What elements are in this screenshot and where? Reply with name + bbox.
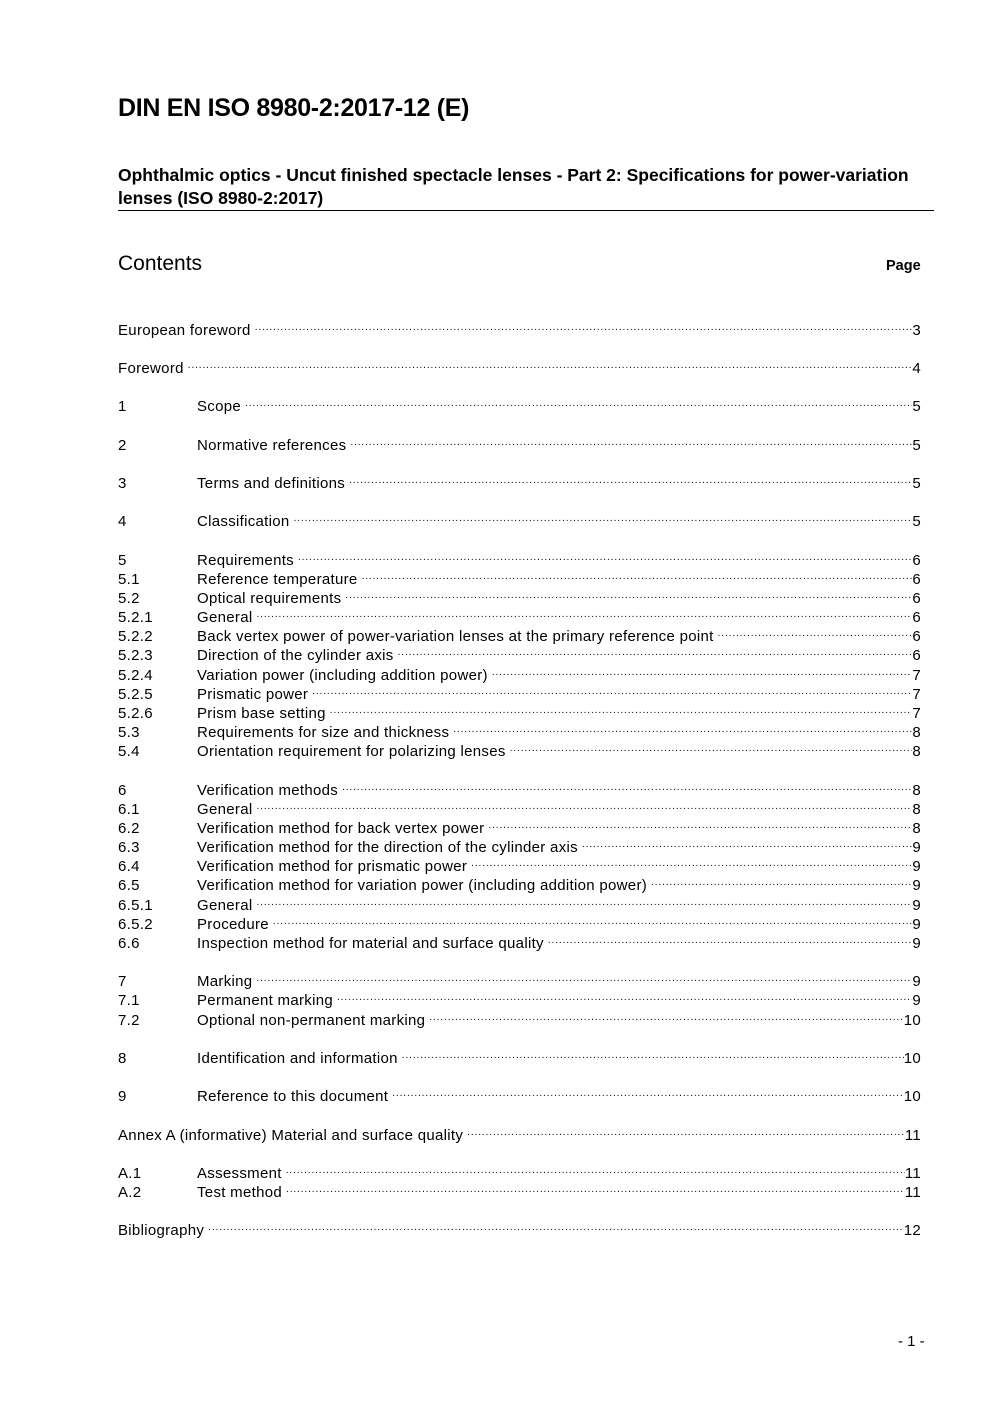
toc-entry-title: General [197,897,253,914]
toc-entry-page: 5 [912,398,921,415]
toc-entry-number: 5 [118,552,127,569]
toc-entry-page: 8 [912,724,921,741]
toc-dot-leader [337,986,912,1005]
toc-entry[interactable] [118,622,921,645]
toc-entry-page: 6 [912,590,921,607]
toc-entry[interactable] [118,1082,921,1105]
toc-entry-title: European foreword [118,322,251,339]
toc-entry-title: Back vertex power of power-variation lenses at the primary reference point [197,628,714,645]
toc-dot-leader [245,392,912,411]
toc-entry-title: Verification method for back vertex power [197,820,485,837]
toc-entry[interactable] [118,316,921,339]
toc-dot-leader [256,891,912,910]
toc-entry[interactable] [118,1044,921,1067]
toc-entry-page: 9 [912,916,921,933]
toc-entry-title: Optional non-permanent marking [197,1012,426,1029]
toc-entry[interactable] [118,1216,921,1239]
toc-entry-number: 7 [118,973,127,990]
toc-entry-title: Requirements for size and thickness [197,724,450,741]
toc-entry-page: 3 [912,322,921,339]
toc-entry[interactable] [118,986,921,1009]
toc-entry-title: Procedure [197,916,269,933]
toc-entry-title: Optical requirements [197,590,342,607]
toc-entry-page: 10 [903,1050,921,1067]
toc-entry-page: 7 [912,705,921,722]
toc-entry-title: Verification method for prismatic power [197,858,468,875]
toc-dot-leader [256,795,912,814]
toc-entry-title: Scope [197,398,242,415]
toc-entry-title: General [197,801,253,818]
toc-entry[interactable] [118,603,921,626]
toc-entry-page: 6 [912,628,921,645]
toc-entry-title: Classification [197,513,290,530]
toc-entry-number: 5.2.1 [118,609,153,626]
toc-entry-page: 9 [912,877,921,894]
toc-entry-page: 9 [912,839,921,856]
toc-entry-page: 9 [912,992,921,1009]
toc-entry[interactable] [118,776,921,799]
toc-dot-leader [286,1159,905,1178]
toc-entry-title: Prism base setting [197,705,326,722]
toc-entry[interactable] [118,967,921,990]
toc-dot-leader [402,1044,904,1063]
document-title: DIN EN ISO 8980-2:2017-12 (E) [118,94,470,122]
toc-entry[interactable] [118,1121,921,1144]
toc-entry-title: Verification methods [197,782,339,799]
toc-entry[interactable] [118,1159,921,1182]
toc-entry-title: Terms and definitions [197,475,346,492]
toc-entry-page: 9 [912,858,921,875]
toc-entry-title: Requirements [197,552,294,569]
page-column-heading: Page [886,258,921,274]
toc-entry-number: 6.6 [118,935,140,952]
toc-entry-page: 6 [912,609,921,626]
toc-dot-leader [651,871,912,890]
toc-dot-leader [350,431,912,450]
toc-entry-page: 6 [912,571,921,588]
toc-entry[interactable] [118,910,921,933]
toc-dot-leader [453,718,912,737]
toc-entry[interactable] [118,795,921,818]
toc-entry-page: 8 [912,820,921,837]
toc-entry-title: Assessment [197,1165,282,1182]
toc-entry-number: 5.2.4 [118,667,153,684]
toc-entry-title: Foreword [118,360,184,377]
toc-entry-page: 9 [912,973,921,990]
toc-entry-page: 4 [912,360,921,377]
toc-entry[interactable] [118,469,921,492]
toc-entry-number: 5.2.3 [118,647,153,664]
toc-entry-number: A.2 [118,1184,142,1201]
toc-entry-number: 6 [118,782,127,799]
toc-entry[interactable] [118,891,921,914]
document-subtitle: Ophthalmic optics - Uncut finished spectacle lenses - Part 2: Specifications for power-variation lenses (ISO 8980-2:2017) [118,165,909,208]
contents-heading: Contents [118,252,203,275]
toc-entry-title: Permanent marking [197,992,333,1009]
toc-entry-title: Reference to this document [197,1088,389,1105]
toc-dot-leader [208,1216,904,1235]
toc-entry-number: 5.2.2 [118,628,153,645]
toc-entry[interactable] [118,699,921,722]
toc-entry[interactable] [118,661,921,684]
toc-entry-page: 5 [912,437,921,454]
toc-entry-page: 7 [912,686,921,703]
toc-entry-page: 5 [912,475,921,492]
toc-entry-page: 7 [912,667,921,684]
toc-entry-page: 9 [912,897,921,914]
toc-entry-number: 3 [118,475,127,492]
toc-entry-number: 5.1 [118,571,140,588]
toc-entry-title: Test method [197,1184,283,1201]
toc-entry-number: 8 [118,1050,127,1067]
toc-entry[interactable] [118,1178,921,1201]
toc-entry-number: 6.5 [118,877,140,894]
toc-entry[interactable] [118,871,921,894]
toc-entry-number: 9 [118,1088,127,1105]
toc-entry-page: 6 [912,647,921,664]
toc-entry-number: 6.4 [118,858,140,875]
toc-entry-number: 4 [118,513,127,530]
toc-entry-title: Orientation requirement for polarizing lenses [197,743,506,760]
toc-entry-page: 10 [903,1088,921,1105]
toc-entry-title: Reference temperature [197,571,358,588]
toc-entry[interactable] [118,546,921,569]
toc-dot-leader [582,833,912,852]
toc-dot-leader [349,469,912,488]
toc-entry-page: 11 [904,1127,921,1144]
toc-dot-leader [286,1178,905,1197]
toc-entry-page: 8 [912,782,921,799]
toc-entry[interactable] [118,392,921,415]
toc-entry-number: 5.2.6 [118,705,153,722]
toc-entry[interactable] [118,737,921,760]
toc-dot-leader [510,737,913,756]
toc-dot-leader [398,641,913,660]
toc-entry[interactable] [118,929,921,952]
toc-entry-title: Verification method for variation power (including addition power) [197,877,648,894]
toc-dot-leader [718,622,913,641]
toc-entry[interactable] [118,852,921,875]
toc-dot-leader [256,603,912,622]
toc-entry-title: Verification method for the direction of the cylinder axis [197,839,578,856]
toc-entry-title: Inspection method for material and surface quality [197,935,544,952]
toc-dot-leader [330,699,913,718]
toc-entry-title: Marking [197,973,253,990]
toc-entry-number: 6.1 [118,801,140,818]
toc-dot-leader [471,852,912,871]
toc-dot-leader [312,680,912,699]
toc-dot-leader [342,776,912,795]
toc-entry[interactable] [118,833,921,856]
toc-dot-leader [548,929,912,948]
toc-entry-number: 6.2 [118,820,140,837]
toc-entry-page: 10 [903,1012,921,1029]
toc-entry[interactable] [118,641,921,664]
toc-entry-number: 6.5.1 [118,897,153,914]
toc-dot-leader [294,507,913,526]
toc-entry-number: 6.3 [118,839,140,856]
toc-dot-leader [392,1082,903,1101]
toc-dot-leader [345,584,912,603]
toc-entry-title: General [197,609,253,626]
toc-dot-leader [467,1121,905,1140]
toc-entry[interactable] [118,718,921,741]
toc-entry-number: 5.2 [118,590,140,607]
toc-dot-leader [488,814,912,833]
toc-entry-page: 12 [903,1222,921,1239]
toc-entry-title: Normative references [197,437,347,454]
toc-entry-title: Bibliography [118,1222,205,1239]
toc-entry[interactable] [118,814,921,837]
toc-entry-title: Annex A (informative) Material and surface quality [118,1127,464,1144]
toc-entry-page: 5 [912,513,921,530]
toc-entry-page: 9 [912,935,921,952]
toc-dot-leader [362,565,913,584]
toc-entry-number: 5.2.5 [118,686,153,703]
toc-entry[interactable] [118,431,921,454]
toc-entry[interactable] [118,354,921,377]
toc-entry[interactable] [118,584,921,607]
toc-dot-leader [429,1006,903,1025]
toc-entry[interactable] [118,565,921,588]
toc-entry-number: 7.2 [118,1012,140,1029]
toc-entry-page: 6 [912,552,921,569]
toc-entry-page: 11 [904,1184,921,1201]
toc-entry-number: 5.4 [118,743,140,760]
toc-entry-number: 1 [118,398,127,415]
toc-dot-leader [188,354,913,373]
toc-dot-leader [255,316,913,335]
toc-entry-number: 7.1 [118,992,140,1009]
toc-entry[interactable] [118,680,921,703]
toc-entry-number: A.1 [118,1165,142,1182]
toc-dot-leader [256,967,912,986]
toc-entry-number: 6.5.2 [118,916,153,933]
toc-entry-page: 11 [904,1165,921,1182]
title-rule [118,210,934,211]
toc-dot-leader [298,546,912,565]
toc-entry-number: 2 [118,437,127,454]
toc-dot-leader [273,910,912,929]
toc-entry-page: 8 [912,801,921,818]
toc-entry[interactable] [118,1006,921,1029]
toc-entry-number: 5.3 [118,724,140,741]
toc-entry-title: Identification and information [197,1050,398,1067]
toc-entry-title: Direction of the cylinder axis [197,647,394,664]
toc-entry[interactable] [118,507,921,530]
toc-entry-title: Prismatic power [197,686,309,703]
footer-page-number: - 1 - [898,1333,925,1350]
toc-entry-page: 8 [912,743,921,760]
toc-dot-leader [492,661,913,680]
toc-entry-title: Variation power (including addition power) [197,667,488,684]
